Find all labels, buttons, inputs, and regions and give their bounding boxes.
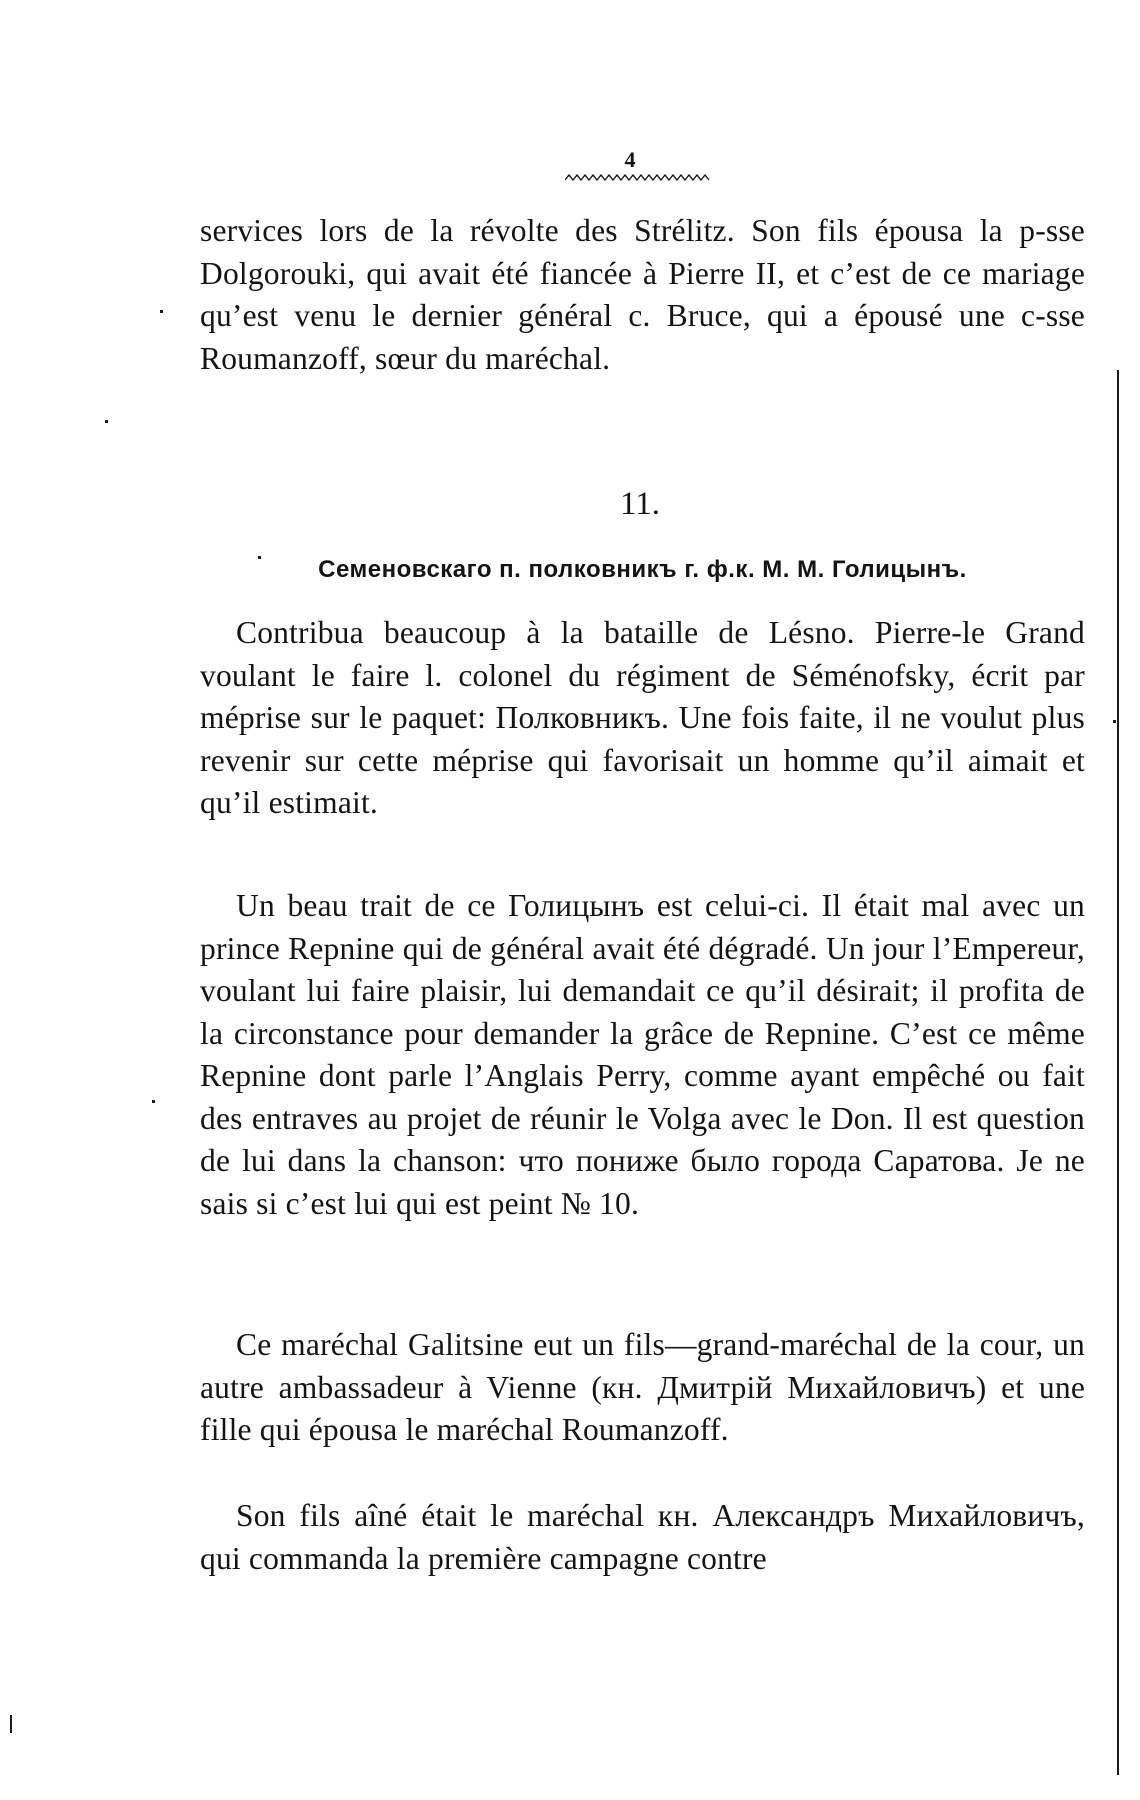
scan-speck bbox=[152, 1100, 155, 1103]
scan-speck bbox=[10, 1715, 12, 1733]
section-heading: Семеновскаго п. полковникъ г. ф.к. М. М. Голицынъ. bbox=[318, 556, 967, 583]
scan-speck bbox=[105, 420, 108, 423]
scan-speck bbox=[1113, 720, 1116, 723]
paragraph: Ce maréchal Galitsine eut un fils—grand-maréchal de la cour, un autre ambassadeur à Vienne (кн. Дмитрій Михайловичъ) et une fille qui épousa le maréchal Roumanzoff. bbox=[200, 1327, 1085, 1447]
paragraph: Son fils aîné était le maréchal кн. Александръ Михайловичъ, qui commanda la première campagne contre bbox=[200, 1498, 1085, 1576]
paragraph: Un beau trait de ce Голицынъ est celui-ci. Il était mal avec un prince Repnine qui de général avait été dégradé. Un jour l’Empereur, voulant lui faire plaisir, lui demandait ce qu’il désirait; il profita de la circonstance pour demander la grâce de Repnine. C’est ce même Repnine dont parle l’Anglais Perry, comme ayant empêché ou fait des entraves au projet de réunir le Volga avec le Don. Il est question de lui dans la chanson: что пониже было города Саратова. Je ne sais si c’est lui qui est peint № 10. bbox=[200, 888, 1085, 1221]
section-number: 11. bbox=[619, 486, 661, 522]
page-number: 4 bbox=[624, 147, 636, 172]
paragraph-continued: services lors de la révolte des Strélitz. Son fils épousa la p-sse Dolgorouki, qui avait été fiancée à Pierre II, et c’est de ce mariage qu’est venu le dernier général c. Bruce, qui a épousé une c-sse Roumanzoff, sœur du maréchal. bbox=[200, 213, 1085, 376]
ornament-divider bbox=[565, 172, 715, 184]
paragraph: Contribua beaucoup à la bataille de Lésno. Pierre-le Grand voulant le faire l. colonel du régiment de Séménofsky, écrit par méprise sur le paquet: Полковникъ. Une fois faite, il ne voulut plus revenir sur cette méprise qui favorisait un homme qu’il aimait et qu’il estimait. bbox=[200, 615, 1085, 820]
scan-margin-line bbox=[1117, 370, 1119, 1775]
scan-speck bbox=[258, 556, 261, 559]
scan-speck bbox=[160, 310, 163, 313]
